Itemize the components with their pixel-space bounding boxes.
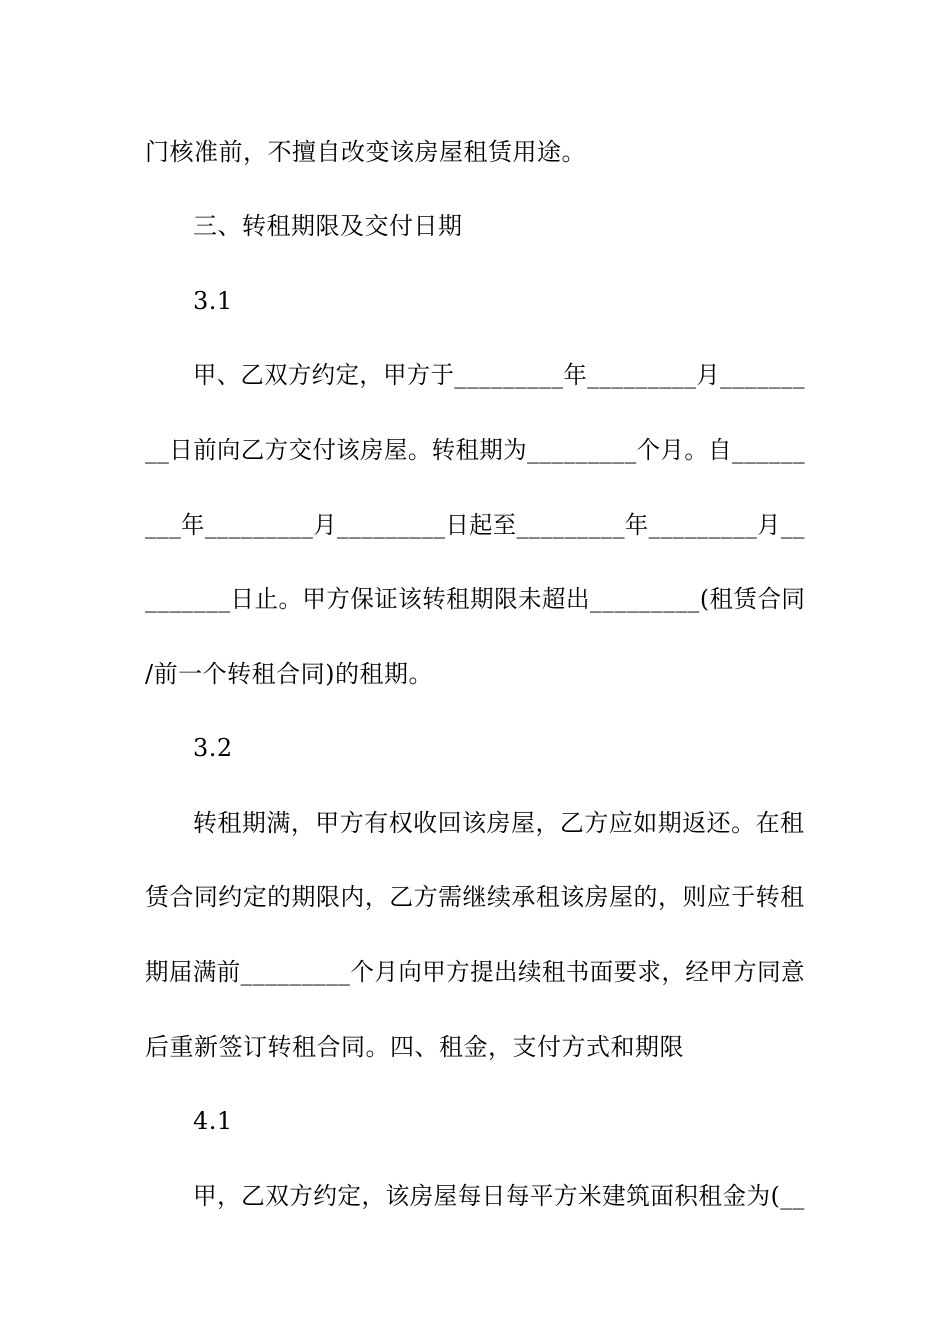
paragraph-line: 赁合同约定的期限内，乙方需继续承租该房屋的，则应于转租 [145, 883, 805, 911]
paragraph-line: 后重新签订转租合同。四、租金，支付方式和期限 [145, 1033, 684, 1061]
paragraph-line: /前一个转租合同)的租期。 [145, 660, 433, 688]
paragraph-line: _______日止。甲方保证该转租期限未超出_________(租赁合同 [145, 585, 806, 613]
section-heading: 三、转租期限及交付日期 [193, 212, 463, 240]
paragraph-line: 期届满前_________个月向甲方提出续租书面要求，经甲方同意 [145, 958, 805, 986]
clause-number: 3.2 [193, 734, 233, 762]
clause-number: 3.1 [193, 287, 233, 315]
paragraph-line: 转租期满，甲方有权收回该房屋，乙方应如期返还。在租 [193, 809, 805, 837]
paragraph-line: 甲、乙双方约定，甲方于_________年_________月_______ [193, 361, 806, 389]
paragraph-line: ___年_________月_________日起至_________年_________月__ [145, 511, 805, 539]
paragraph-line: 甲，乙双方约定，该房屋每日每平方米建筑面积租金为(__ [193, 1182, 805, 1210]
paragraph-line: __日前向乙方交付该房屋。转租期为_________个月。自______ [145, 436, 806, 464]
clause-number: 4.1 [193, 1107, 233, 1135]
paragraph-line: 门核准前，不擅自改变该房屋租赁用途。 [145, 138, 586, 166]
